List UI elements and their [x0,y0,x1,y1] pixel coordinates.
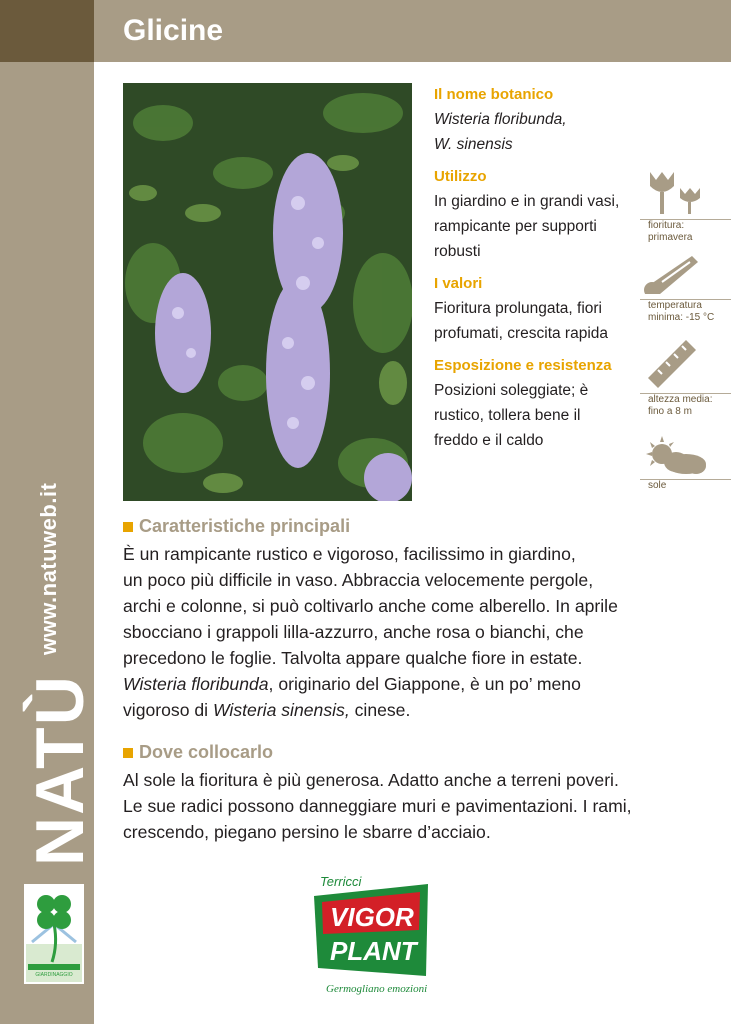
info-column [434,83,624,457]
placement-line-2: Le sue radici possono danneggiare muri e pavimentazioni. I rami, [123,796,632,816]
features-line-3: archi e colonne, si può coltivarlo anche come alberello. In aprile [123,596,618,616]
sidebar-brand: NATÙ [22,674,98,866]
features-line-6 [123,671,683,697]
features-line-7 [123,697,683,723]
features-line-5: precedono le foglie. Talvolta appare qualche fiore in estate. [123,648,583,668]
use-text: In giardino e in grandi vasi, rampicante per supporti robusti [434,193,620,260]
features-line-4: sbocciano i grappoli lilla-azzurro, anche rosa o bianchi, che [123,622,584,642]
features-italic-1: Wisteria floribunda [123,674,269,694]
features-italic-2: Wisteria sinensis, [212,700,350,720]
flowering-label-1: fioritura: [648,220,685,231]
botanical-name-1: Wisteria floribunda, [434,111,567,128]
square-bullet-icon [123,748,133,758]
clover-logo [24,884,84,984]
placement-line-1: Al sole la fioritura è più generosa. Adatto anche a terreni poveri. [123,770,619,790]
exposure-text: Posizioni soleggiate; è rustico, tollera bene il freddo e il caldo [434,382,589,449]
logo-tagline: Germogliano emozioni [326,983,428,995]
square-bullet-icon [123,522,133,532]
flowering-icon-block [640,168,731,244]
tulip-icon [640,168,720,214]
features-line-2: un poco più difficile in vaso. Abbraccia velocemente pergole, [123,570,594,590]
use-heading: Utilizzo [434,168,487,185]
sidebar-url[interactable]: www.natuweb.it [36,482,61,655]
placement-heading-text: Dove collocarlo [139,742,274,762]
temperature-label-1: temperatura [648,300,702,311]
features-text [123,541,683,723]
sun-icon [640,432,720,474]
exposure-heading: Esposizione e resistenza [434,357,612,374]
clover-logo-text: GIARDINAGGIO [35,972,73,978]
sun-icon-block [640,432,731,492]
placement-text [123,767,683,845]
features-line-7-start: vigoroso di [123,700,213,720]
sidebar-top-block [0,0,94,62]
placement-heading [123,742,273,763]
height-label-2: fino a 8 m [648,406,692,417]
values-text: Fioritura prolungata, fiori profumati, crescita rapida [434,300,609,342]
page-title: Glicine [123,14,224,47]
logo-line-1: Terricci [320,874,362,889]
temperature-icon-block [640,252,731,324]
temperature-label-2: minima: -15 °C [648,312,715,323]
features-line-1: È un rampicante rustico e vigoroso, facilissimo in giardino, [123,544,576,564]
thermometer-icon [640,252,720,294]
placement-line-3: crescendo, piegano persino le sbarre d’acciaio. [123,822,491,842]
botanical-heading: Il nome botanico [434,86,554,103]
logo-line-3: PLANT [330,936,417,966]
values-heading: I valori [434,275,483,292]
logo-line-2: VIGOR [330,902,414,932]
botanical-name-2: W. sinensis [434,136,513,153]
sun-label: sole [648,480,667,491]
features-line-7-end: cinese. [349,700,411,720]
height-label-1: altezza media: [648,394,713,405]
vigor-plant-logo [300,868,450,1000]
flowering-label-2: primavera [648,232,693,243]
ruler-icon [640,338,720,388]
features-heading [123,516,350,537]
wisteria-photo [123,83,412,501]
height-icon-block [640,338,731,418]
features-line-6-rest: , originario del Giappone, è un po’ meno [268,674,581,694]
features-heading-text: Caratteristiche principali [139,516,351,536]
